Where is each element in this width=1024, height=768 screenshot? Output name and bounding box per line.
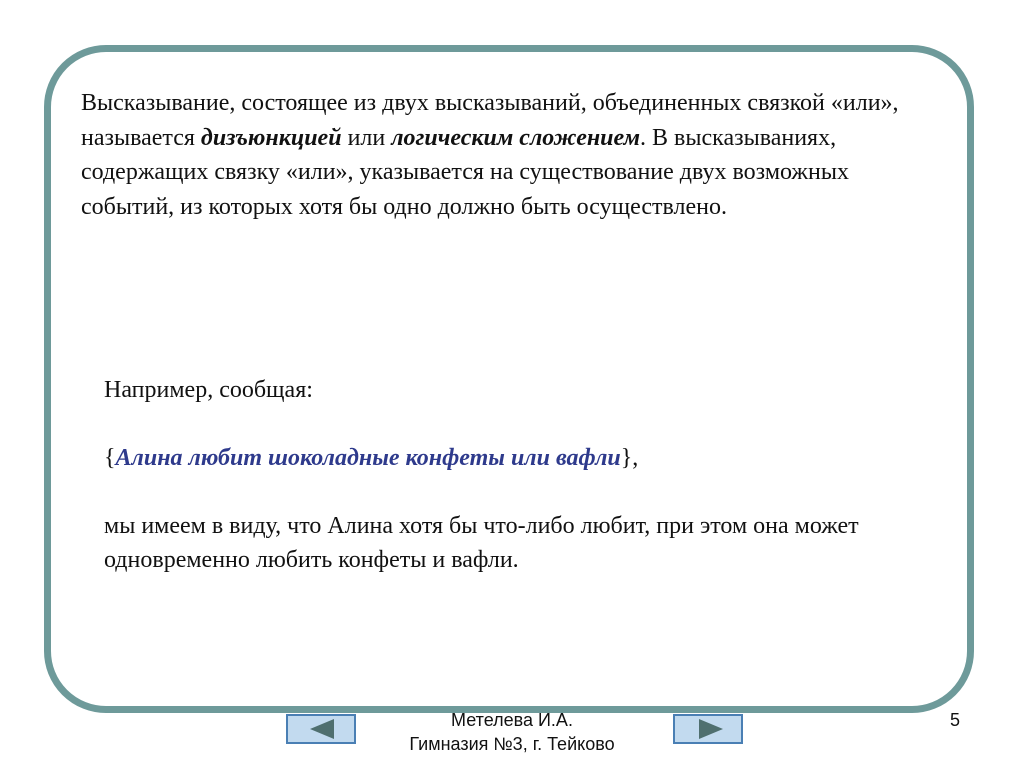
page-number: 5 bbox=[950, 710, 961, 730]
footer bbox=[0, 704, 1024, 768]
brace-open: { bbox=[104, 445, 116, 471]
definition-part1: Высказывание, состоящее из двух высказываний, объединенных связкой «или», называется bbox=[81, 90, 899, 151]
term-disjunction: дизъюнкцией bbox=[200, 124, 342, 151]
example-explanation: мы имеем в виду, что Алина хотя бы что-либо любит, при этом она может одновременно любить конфеты и вафли. bbox=[104, 513, 859, 573]
definition-connector: или bbox=[341, 124, 392, 151]
next-slide-button[interactable] bbox=[673, 714, 743, 744]
example-intro: Например, сообщая: bbox=[104, 377, 313, 403]
school-name: Гимназия №3, г. Тейково bbox=[409, 734, 615, 754]
prev-slide-button[interactable] bbox=[286, 714, 356, 744]
definition-text bbox=[81, 86, 941, 224]
example-block bbox=[104, 373, 924, 577]
brace-close: }, bbox=[620, 445, 639, 471]
author-info bbox=[362, 708, 662, 756]
triangle-left-icon bbox=[288, 716, 354, 742]
author-name: Метелева И.А. bbox=[451, 710, 573, 730]
triangle-right-icon bbox=[675, 716, 741, 742]
definition-part2: . В высказываниях, содержащих связку «или», указывается на существование двух возможных событий, из которых хотя бы одно должно быть осуществлено. bbox=[81, 124, 849, 220]
example-statement bbox=[104, 441, 924, 475]
example-quote: Алина любит шоколадные конфеты или вафли bbox=[115, 445, 621, 471]
term-logical-addition: логическим сложением bbox=[391, 124, 641, 151]
